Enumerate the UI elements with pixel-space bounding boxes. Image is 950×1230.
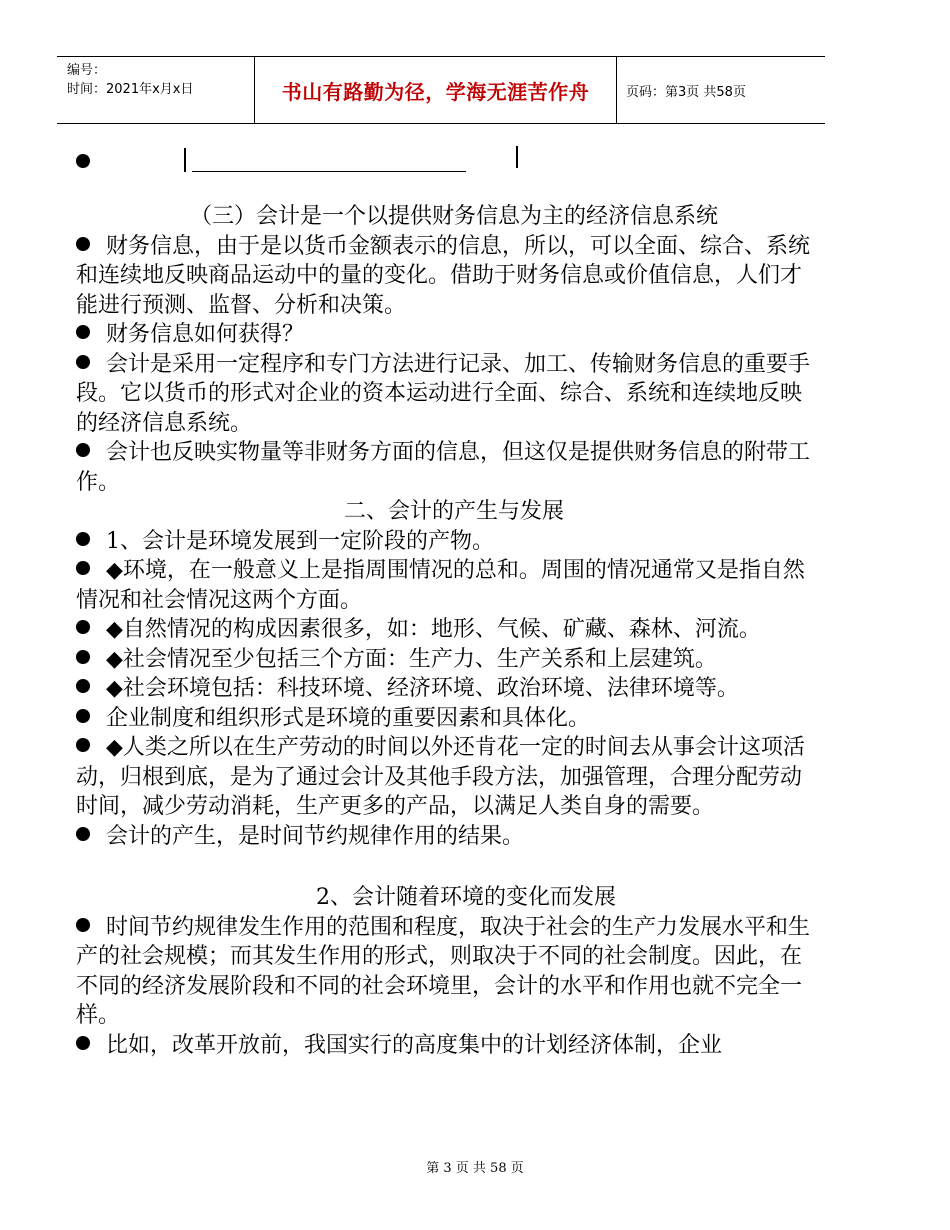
bullet-icon [76,827,90,841]
bullet-icon [76,650,90,664]
bullet-icon [76,1036,90,1050]
section-three-title: （三）会计是一个以提供财务信息为主的经济信息系统 [189,204,718,229]
document-body [76,146,816,1060]
doc-number-label: 编号： [67,63,107,78]
blank-underline [192,171,466,172]
blank-right-bar [516,146,518,168]
page-header [57,56,825,124]
bullet-icon [76,237,90,251]
list-item: ◆社会情况至少包括三个方面：生产力、生产关系和上层建筑。 [76,645,816,675]
list-item: ◆社会环境包括：科技环境、经济环境、政治环境、法律环境等。 [76,674,816,704]
list-item: 财务信息，由于是以货币金额表示的信息，所以，可以全面、综合、系统和连续地反映商品运动中的量的变化。借助于财务信息或价值信息，人们才能进行预测、监督、分析和决策。 [76,233,811,318]
header-meta [57,57,254,123]
section-two-title: 二、会计的产生与发展 [343,499,564,524]
list-item: 会计的产生，是时间节约规律作用的结果。 [76,822,816,852]
bullet-icon [76,325,90,339]
header-page-info: 页码：第3页 共58页 [626,84,746,100]
fill-in-blank-line [76,146,816,176]
doc-time-label: 时间：2021年x月x日 [67,82,194,97]
list-item: 时间节约规律发生作用的范围和程度，取决于社会的生产力发展水平和生产的社会规模；而其发生作用的形式，则取决于不同的社会制度。因此，在不同的经济发展阶段和不同的社会环境里，会计的水平和作用也就不完全一样。 [76,914,811,1028]
list-item: 会计也反映实物量等非财务方面的信息，但这仅是提供财务信息的附带工作。 [76,440,811,495]
header-motto-cell [254,57,617,123]
bullet-icon [76,355,90,369]
bullet-icon [76,154,90,168]
list-item: ◆人类之所以在生产劳动的时间以外还肯花一定的时间去从事会计这项活动，归根到底，是为了通过会计及其他手段方法，加强管理，合理分配劳动时间，减少劳动消耗，生产更多的产品，以满足人类自身的需要。 [76,735,805,819]
list-item: 财务信息如何获得？ [76,320,816,350]
list-item: ◆自然情况的构成因素很多，如：地形、气候、矿藏、森林、河流。 [76,615,816,645]
bullet-icon [76,443,90,457]
bullet-icon [76,561,90,575]
bullet-icon [76,532,90,546]
list-item: 会计是采用一定程序和专门方法进行记录、加工、传输财务信息的重要手段。它以货币的形式对企业的资本运动进行全面、综合、系统和连续地反映的经济信息系统。 [76,351,811,436]
list-item: 比如，改革开放前，我国实行的高度集中的计划经济体制，企业 [76,1031,816,1061]
bullet-icon [76,620,90,634]
subsection-two-title: 2、会计随着环境的变化而发展 [316,885,616,910]
bullet-icon [76,679,90,693]
list-item: 企业制度和组织形式是环境的重要因素和具体化。 [76,704,816,734]
header-motto: 书山有路勤为径，学海无涯苦作舟 [281,79,590,104]
bullet-icon [76,918,90,932]
bullet-icon [76,709,90,723]
list-item: ◆环境，在一般意义上是指周围情况的总和。周围的情况通常又是指自然情况和社会情况这两个方面。 [76,558,805,613]
blank-left-bar [184,148,186,172]
page-footer: 第 3 页 共 58 页 [426,1161,524,1176]
bullet-icon [76,738,90,752]
list-item: 1、会计是环境发展到一定阶段的产物。 [76,527,816,557]
